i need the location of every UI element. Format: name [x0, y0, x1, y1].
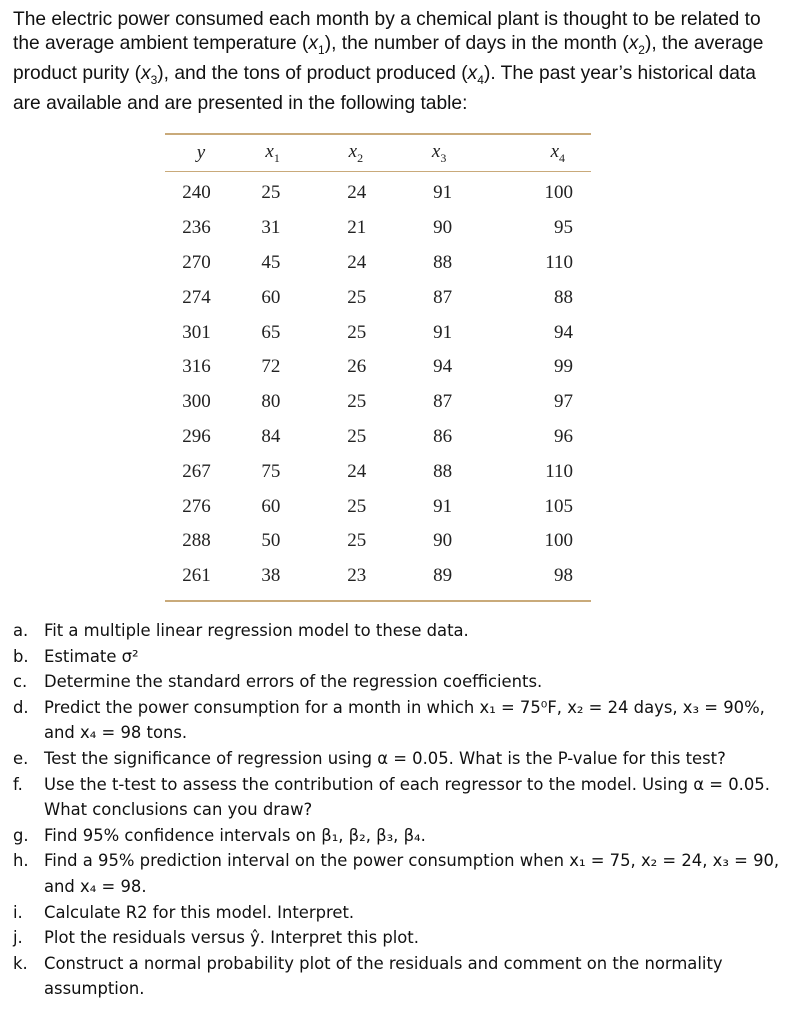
- table-cell: 25: [347, 286, 367, 308]
- question-text: Find 95% confidence intervals on β₁, β₂, β₃, β₄.: [44, 825, 426, 845]
- question-item: [13, 772, 783, 823]
- question-label: c.: [13, 672, 28, 692]
- table-cell: 99: [554, 356, 573, 378]
- table-cell: 75: [261, 460, 281, 482]
- table-row: [165, 524, 591, 559]
- table-cell: 261: [182, 565, 211, 587]
- column-header-sub: 3: [440, 150, 447, 165]
- table-cell: 65: [261, 321, 281, 343]
- table-row: [165, 211, 591, 246]
- question-text: Find a 95% prediction interval on the power consumption when x₁ = 75, x₂ = 24, x₃ = 90, and x₄ = 98.: [44, 851, 780, 896]
- table-cell: 80: [261, 391, 281, 413]
- table-cell: 97: [554, 391, 573, 413]
- table-cell: 100: [544, 182, 573, 204]
- question-text: Estimate σ²: [44, 646, 139, 666]
- column-header: [481, 135, 591, 171]
- table-cell: 236: [182, 217, 211, 239]
- var-x1-sub: 1: [318, 42, 325, 57]
- table-cell: 25: [347, 495, 367, 517]
- question-label: h.: [13, 851, 29, 871]
- question-text: Use the t-test to assess the contribution of each regressor to the model. Using α = 0.05. What conclusions can you draw?: [44, 774, 770, 820]
- table-cell: 301: [182, 321, 211, 343]
- table-cell: 110: [545, 251, 573, 273]
- table-row: [165, 315, 591, 350]
- intro-text-5: ). The past year’s historical data are available and are presented in the following table:: [13, 62, 756, 114]
- table-row: [165, 559, 591, 594]
- question-item: [13, 746, 783, 772]
- column-header-sub: 4: [559, 150, 565, 165]
- column-header-sub: 1: [273, 150, 280, 165]
- table-cell: 87: [433, 391, 453, 413]
- table-cell: 105: [544, 495, 573, 517]
- var-x4-sub: 4: [477, 72, 484, 87]
- table-cell: 24: [347, 251, 367, 273]
- table-cell: 296: [182, 425, 211, 447]
- column-header: [231, 135, 314, 171]
- question-text: Test the significance of regression using α = 0.05. What is the P-value for this test?: [44, 748, 726, 768]
- question-label: i.: [13, 902, 23, 922]
- var-x2-sub: 2: [638, 42, 645, 57]
- question-item: [13, 900, 783, 926]
- table-row: [165, 280, 591, 315]
- data-table-container: [165, 133, 591, 602]
- question-label: a.: [13, 621, 29, 640]
- var-x3: x: [140, 62, 151, 84]
- column-header-var: x: [265, 140, 274, 162]
- table-cell: 270: [182, 251, 211, 273]
- var-x2: x: [628, 33, 639, 54]
- table-row: [165, 385, 591, 420]
- question-label: f.: [13, 774, 23, 794]
- intro-text-1: The electric power consumed each month by a chemical plant is thought to be related to the average ambient temperature (: [13, 9, 761, 54]
- question-item: [13, 823, 783, 849]
- table-body: [165, 172, 591, 594]
- table-bottom-rule: [165, 600, 591, 602]
- table-cell: 60: [261, 495, 281, 517]
- table-cell: 94: [554, 321, 573, 343]
- var-x4: x: [467, 62, 478, 84]
- question-label: j.: [13, 928, 23, 948]
- data-table: [165, 135, 591, 171]
- intro-text-2: ), the number of days in the month (: [324, 33, 629, 54]
- table-cell: 88: [433, 251, 453, 273]
- table-cell: 26: [347, 356, 367, 378]
- table-cell: 91: [433, 495, 453, 517]
- table-cell: 88: [554, 286, 573, 308]
- table-cell: 88: [433, 460, 453, 482]
- column-header-var: y: [196, 142, 206, 163]
- question-item: [13, 848, 783, 899]
- table-row: [165, 454, 591, 489]
- column-header: [398, 135, 481, 171]
- question-label: b.: [13, 646, 29, 666]
- question-label: g.: [13, 825, 29, 845]
- table-row: [165, 420, 591, 455]
- question-item: [13, 618, 783, 644]
- table-row: [165, 350, 591, 385]
- question-label: k.: [13, 953, 28, 973]
- table-cell: 95: [554, 217, 573, 239]
- column-header-sub: 2: [357, 150, 364, 165]
- table-cell: 38: [261, 565, 281, 587]
- table-cell: 24: [347, 460, 367, 482]
- question-item: [13, 695, 783, 746]
- question-text: Calculate R2 for this model. Interpret.: [44, 902, 355, 922]
- question-item: [13, 644, 783, 670]
- data-table-body: [165, 172, 591, 594]
- table-cell: 72: [261, 356, 281, 378]
- table-cell: 316: [182, 356, 211, 378]
- table-cell: 267: [182, 460, 211, 482]
- problem-statement: [13, 8, 783, 116]
- question-label: d.: [13, 697, 29, 717]
- table-cell: 25: [347, 391, 367, 413]
- table-row: [165, 246, 591, 281]
- table-cell: 90: [433, 530, 453, 552]
- var-x1: x: [308, 33, 319, 54]
- table-cell: 60: [261, 286, 281, 308]
- table-cell: 21: [347, 217, 367, 239]
- table-cell: 86: [433, 425, 453, 447]
- table-header-row: [165, 135, 591, 171]
- table-cell: 25: [261, 182, 281, 204]
- table-cell: 91: [433, 321, 453, 343]
- question-text: Fit a multiple linear regression model to these data.: [44, 621, 469, 640]
- table-cell: 300: [182, 391, 211, 413]
- column-header: [165, 135, 231, 171]
- column-header-var: x: [550, 140, 559, 162]
- table-cell: 89: [433, 565, 453, 587]
- table-cell: 45: [261, 251, 281, 273]
- var-x3-sub: 3: [150, 72, 158, 87]
- column-header-var: x: [348, 140, 358, 162]
- table-cell: 84: [261, 425, 281, 447]
- question-text: Determine the standard errors of the regression coefficients.: [44, 672, 543, 692]
- table-cell: 96: [554, 425, 573, 447]
- question-text: Plot the residuals versus ŷ. Interpret this plot.: [44, 928, 419, 948]
- table-cell: 24: [347, 182, 367, 204]
- table-cell: 94: [433, 356, 453, 378]
- column-header-var: x: [431, 140, 441, 162]
- table-cell: 90: [433, 217, 453, 239]
- table-cell: 91: [433, 182, 453, 204]
- table-cell: 240: [182, 182, 211, 204]
- table-cell: 276: [182, 495, 211, 517]
- table-row: [165, 172, 591, 211]
- question-list: [13, 618, 783, 1002]
- table-cell: 25: [347, 321, 367, 343]
- table-cell: 110: [545, 460, 573, 482]
- table-cell: 25: [347, 530, 367, 552]
- question-text: Construct a normal probability plot of the residuals and comment on the normality assumption.: [44, 953, 723, 999]
- table-row: [165, 489, 591, 524]
- table-cell: 100: [544, 530, 573, 552]
- table-cell: 98: [554, 565, 573, 587]
- question-item: [13, 925, 783, 951]
- table-cell: 25: [347, 425, 367, 447]
- table-cell: 288: [182, 530, 211, 552]
- question-label: e.: [13, 748, 29, 768]
- intro-text-4: ), and the tons of product produced (: [157, 62, 468, 84]
- column-header: [314, 135, 397, 171]
- table-cell: 31: [261, 217, 281, 239]
- intro-text-3: ), the average product purity (: [13, 33, 764, 84]
- question-text: Predict the power consumption for a month in which x₁ = 75⁰F, x₂ = 24 days, x₃ = 90%, and x₄ = 98 tons.: [44, 697, 765, 743]
- table-cell: 87: [433, 286, 453, 308]
- table-cell: 274: [182, 286, 211, 308]
- table-cell: 23: [347, 565, 367, 587]
- table-cell: 50: [261, 530, 281, 552]
- question-item: [13, 669, 783, 695]
- question-item: [13, 951, 783, 1002]
